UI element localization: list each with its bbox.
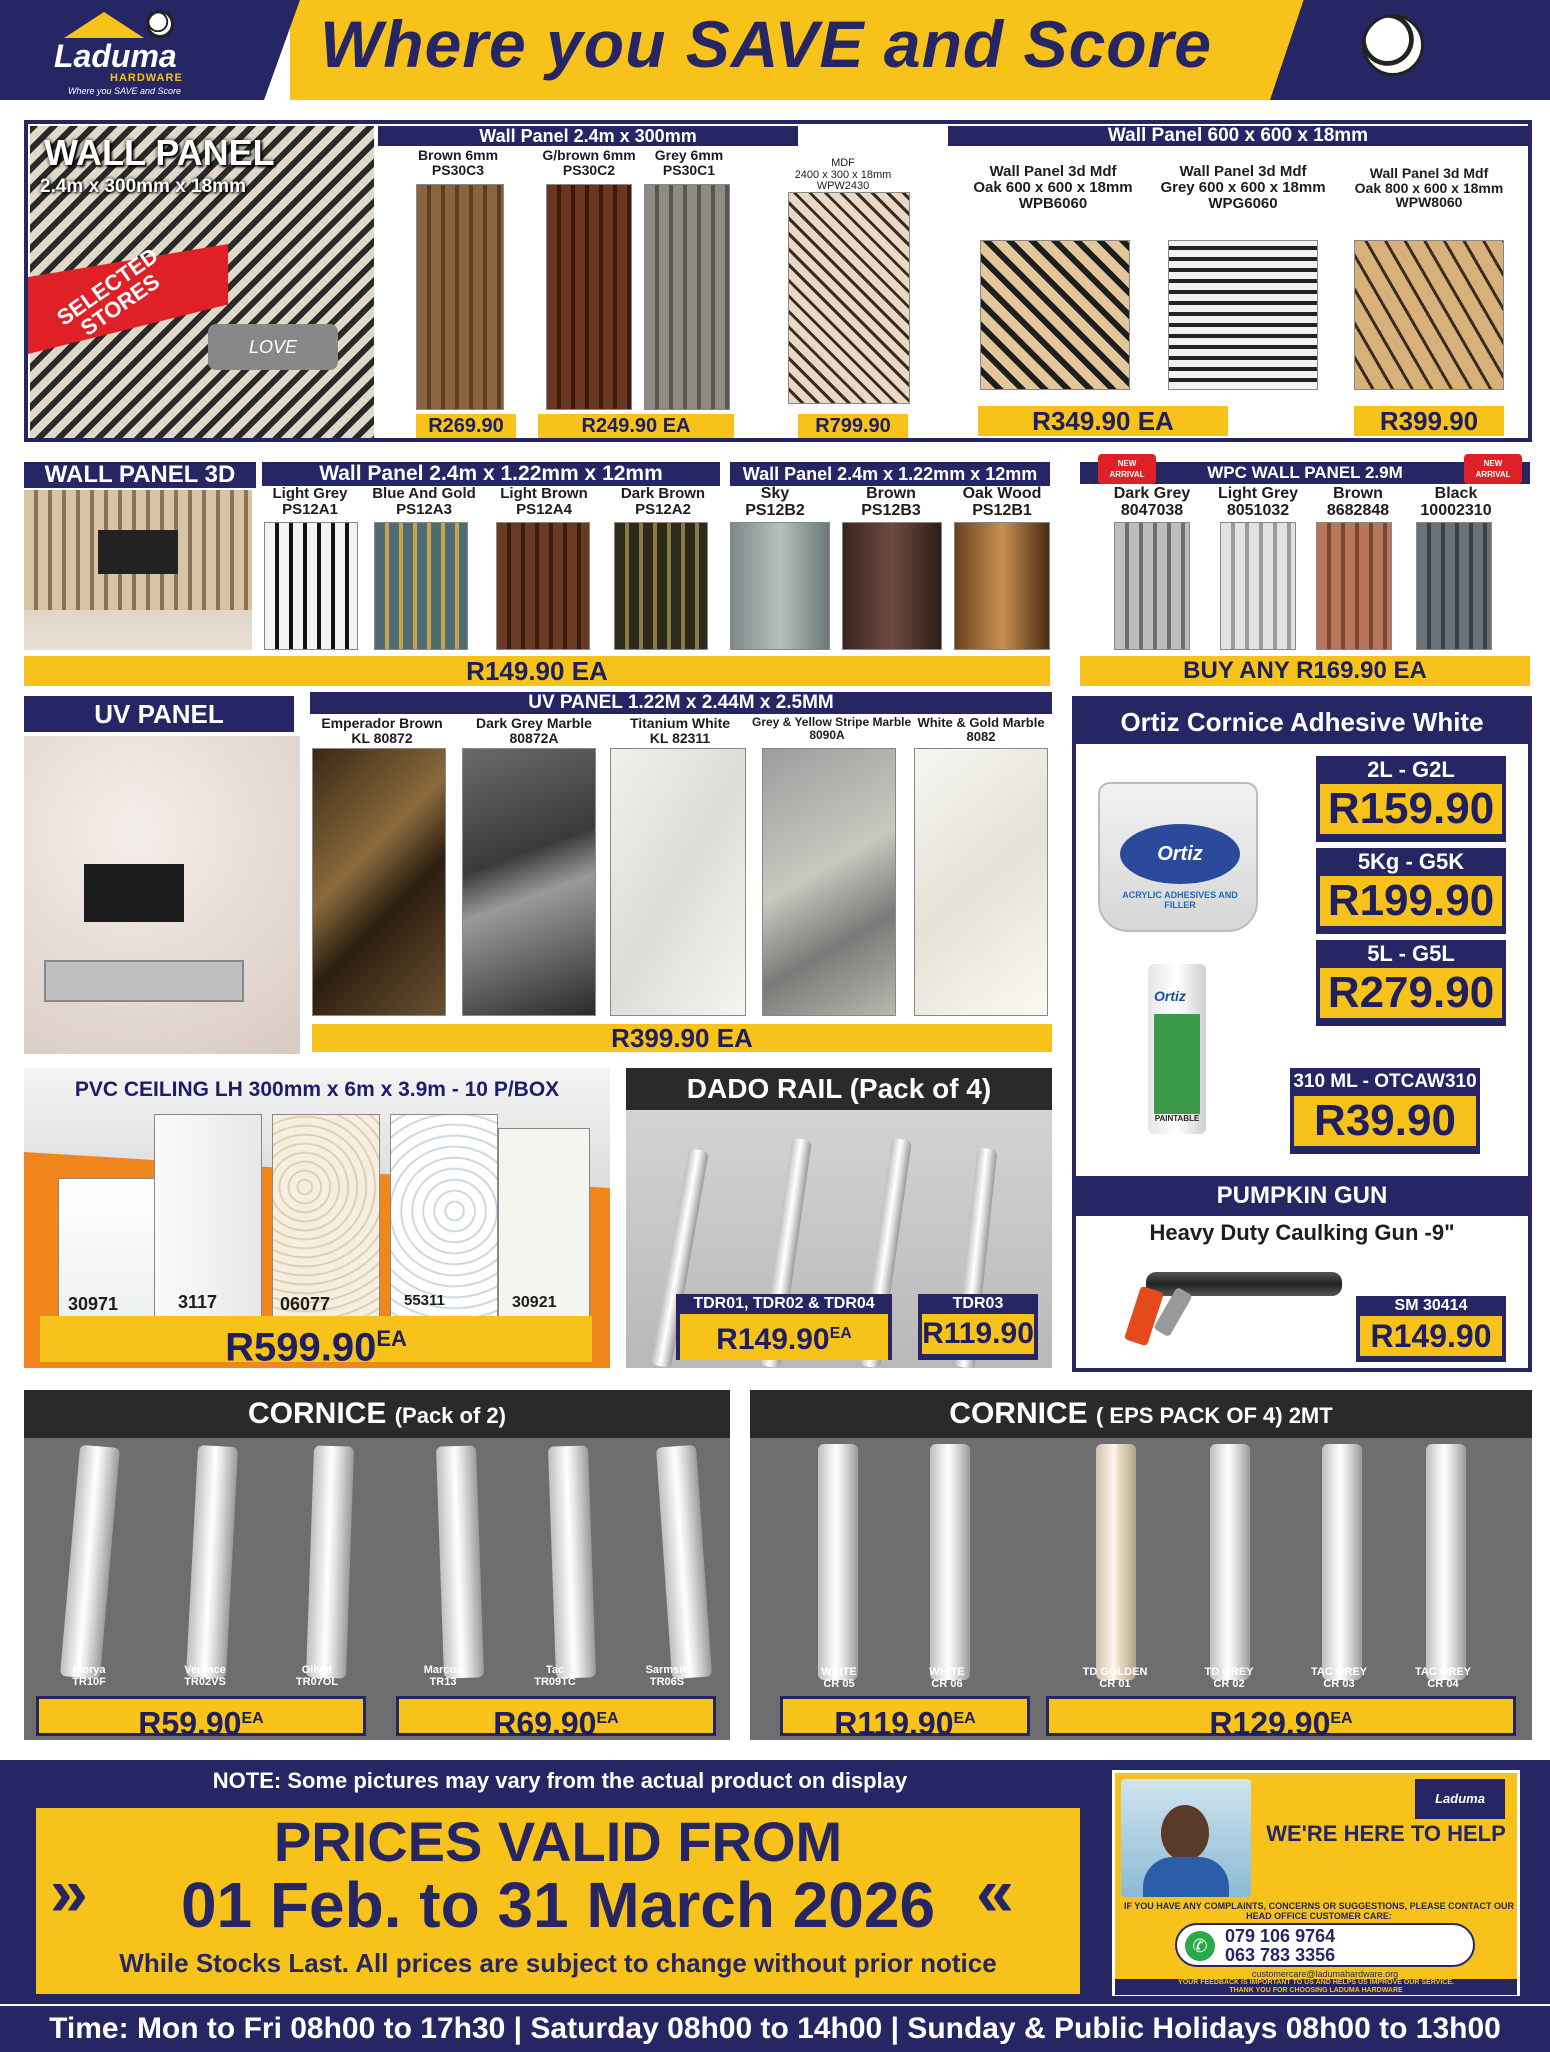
product-label: TD GOLDEN CR 01: [1082, 1666, 1148, 1691]
product-image: [496, 522, 590, 650]
product-image-grey: [644, 184, 730, 410]
pvc-ceiling-section: [24, 1068, 610, 1368]
house-icon: [64, 12, 144, 38]
brand-label: Ortiz: [1120, 824, 1240, 884]
price: $R129.90^{EA}$: [1046, 1696, 1516, 1736]
cornice-image: [1322, 1444, 1362, 1680]
product-label: Versace TR02VS: [184, 1664, 226, 1689]
wall-panel-3d-room-image: [24, 490, 252, 650]
price: R349.90 EA: [978, 406, 1228, 436]
group-heading: Wall Panel 2.4m x 300mm: [378, 126, 798, 146]
email[interactable]: customercare@ladumahardware.org: [1251, 1969, 1399, 1979]
cornice-image: [1096, 1444, 1136, 1680]
product-image: [312, 748, 446, 1016]
footer-note: NOTE: Some pictures may vary from the actual product on display: [212, 1768, 908, 1793]
product-label: Blue And Gold PS12A3: [372, 485, 476, 518]
cornice-image: [548, 1445, 596, 1678]
product-label: Dark Grey 8047038: [1113, 485, 1191, 519]
section-title: CORNICE ( EPS PACK OF 4) 2MT: [750, 1390, 1532, 1438]
price-box: SM 30414 R149.90: [1356, 1296, 1506, 1362]
footer: [0, 1760, 1550, 2004]
product-label: Dark Brown PS12A2: [620, 485, 706, 518]
cornice-image: [186, 1445, 238, 1679]
product-image: [842, 522, 942, 650]
logo-sub: HARDWARE: [110, 72, 183, 84]
product-label: Titanium White KL 82311: [629, 715, 731, 746]
price: $R59.90^{EA}$: [36, 1696, 366, 1736]
feedback-strip: YOUR FEEDBACK IS IMPORTANT TO US AND HELPS US IMPROVE OUR SERVICE. THANK YOU FOR CHOOSING LADUMA HARDWARE: [1115, 1979, 1517, 1995]
product-label: TD GREY CR 02: [1204, 1666, 1254, 1691]
product-label: Grey 6mm PS30C1: [654, 147, 724, 178]
product-image-gbrown: [546, 184, 632, 410]
product-label: TAC GREY CR 04: [1414, 1666, 1472, 1691]
price-box: TDR01, TDR02 & TDR04 $R149.90^{EA}$: [676, 1294, 892, 1360]
product-label: Olivet TR07OL: [295, 1664, 339, 1689]
cornice-image: [60, 1445, 120, 1680]
tube-text: PAINTABLE: [1154, 1114, 1200, 1123]
new-arrival-badge: NEW ARRIVAL: [1098, 454, 1156, 484]
product-image: [614, 522, 708, 650]
product-label: Dark Grey Marble 80872A: [476, 715, 592, 746]
product-image-grey-3d: [1168, 240, 1318, 390]
product-label: Light Grey 8051032: [1217, 485, 1298, 519]
product-label: Oak Wood PS12B1: [962, 485, 1042, 519]
phone-2[interactable]: 063 783 3356: [1225, 1945, 1336, 1965]
uv-panel-room-image: [24, 736, 300, 1054]
product-label: MDF 2400 x 300 x 18mm WPW2430: [794, 157, 892, 193]
tub-text: ACRYLIC ADHESIVES AND FILLER: [1122, 890, 1238, 910]
logo-tagline: Where you SAVE and Score: [68, 86, 182, 96]
price: R269.90: [416, 414, 516, 438]
section-title: PVC CEILING LH 300mm x 6m x 3.9m - 10 P/BOX: [74, 1078, 560, 1101]
wall-panel-section: [24, 120, 1532, 442]
group-heading: Wall Panel 2.4m x 1.22mm x 12mm: [730, 462, 1050, 486]
product-image: [730, 522, 830, 650]
cornice-pack-4-section: [750, 1390, 1532, 1740]
product-label: WHITE CR 06: [929, 1666, 965, 1691]
price-box: 5L - G5L R279.90: [1316, 940, 1506, 1026]
dado-rail-section: [626, 1068, 1052, 1368]
product-image-mdf: [788, 192, 910, 404]
section-title: PUMPKIN GUN: [1076, 1176, 1528, 1216]
section-title: DADO RAIL (Pack of 4): [626, 1068, 1052, 1110]
product-label: TAC GREY CR 03: [1310, 1666, 1368, 1691]
price: R149.90 EA: [24, 656, 1050, 686]
product-label: Sky PS12B2: [745, 485, 805, 519]
agent-head: [1161, 1805, 1209, 1861]
product-label: Wall Panel 3d Mdf Oak 600 x 600 x 18mm WPB6060: [973, 163, 1133, 212]
product-label: White & Gold Marble 8082: [917, 715, 1045, 744]
product-label: Florya TR10F: [72, 1664, 106, 1689]
ribbon-text: SELECTED STORES: [52, 242, 165, 341]
cornice-image: [436, 1445, 484, 1678]
product-image: [374, 522, 468, 650]
help-box: [1112, 1770, 1520, 1996]
section-title: WALL PANEL: [44, 132, 275, 173]
product-image: [1416, 522, 1492, 650]
section-subtitle: 2.4m x 300mm x 18mm: [40, 176, 246, 197]
section-title: Ortiz Cornice Adhesive White: [1076, 700, 1528, 744]
product-image-oak-800: [1354, 240, 1504, 390]
product-label: Grey & Yellow Stripe Marble 8090A: [752, 715, 912, 742]
product-label: Brown PS12B3: [861, 485, 921, 519]
stock-note: While Stocks Last. All prices are subject to change without prior notice: [119, 1948, 997, 1978]
price-box: 310 ML - OTCAW310 R39.90: [1290, 1068, 1480, 1154]
product-code: 55311: [404, 1292, 445, 1309]
price: $R119.90^{EA}$: [780, 1696, 1030, 1736]
product-code: 06077: [280, 1294, 331, 1314]
product-label: Light Grey PS12A1: [272, 485, 348, 518]
product-label: Tac TR09TC: [534, 1664, 576, 1689]
group-heading: WPC WALL PANEL 2.9M: [1080, 462, 1530, 484]
trading-hours: Time: Mon to Fri 08h00 to 17h30 | Saturday 08h00 to 14h00 | Sunday & Public Holidays 08h00 to 13h00: [0, 2006, 1550, 2052]
product-label: WHITE CR 05: [821, 1666, 857, 1691]
logo-name: Laduma: [54, 38, 177, 74]
tube-brand: Ortiz: [1154, 988, 1186, 1004]
product-image: [1316, 522, 1392, 650]
validity-line2: 01 Feb. to 31 March 2026: [180, 1869, 936, 1941]
adhesive-tub-image: [1098, 782, 1258, 932]
tv-unit: [44, 960, 244, 1002]
help-title: WE'RE HERE TO HELP: [1266, 1821, 1506, 1846]
product-label: Wall Panel 3d Mdf Grey 600 x 600 x 18mm WPG6060: [1160, 163, 1326, 212]
cornice-image: [818, 1444, 858, 1680]
product-description: Heavy Duty Caulking Gun -9": [1149, 1220, 1455, 1245]
product-label: Sarmsik TR06S: [645, 1664, 689, 1689]
gun-handle: [1124, 1286, 1164, 1347]
section-title: CORNICE (Pack of 2): [24, 1390, 730, 1438]
product-label: Emperador Brown KL 80872: [321, 715, 443, 746]
product-label: Brown 6mm PS30C3: [417, 147, 499, 178]
product-image: [914, 748, 1048, 1016]
logo[interactable]: [50, 8, 200, 94]
phone-1[interactable]: 079 106 9764: [1225, 1926, 1336, 1946]
product-image: [1220, 522, 1296, 650]
tv: [84, 864, 184, 922]
product-image-brown: [416, 184, 504, 410]
product-image: [462, 748, 596, 1016]
cornice-image: [1426, 1444, 1466, 1680]
price-box: TDR03 R119.90: [918, 1294, 1038, 1360]
price-box: 5Kg - G5K R199.90: [1316, 848, 1506, 934]
agent-image: [1121, 1779, 1251, 1897]
caulking-gun-image: [1106, 1262, 1346, 1346]
help-text: IF YOU HAVE ANY COMPLAINTS, CONCERNS OR SUGGESTIONS, PLEASE CONTACT OUR HEAD OFFICE CUSTOMER CARE:: [1123, 1901, 1515, 1921]
cornice-pack-2-section: [24, 1390, 730, 1740]
section-title: UV PANEL: [24, 696, 294, 732]
tube-label: [1154, 1014, 1200, 1114]
cornice-image: [930, 1444, 970, 1680]
football-icon: [146, 10, 174, 38]
group-heading: Wall Panel 2.4m x 1.22mm x 12mm: [262, 462, 720, 486]
product-image: [954, 522, 1050, 650]
product-code: 30921: [512, 1294, 557, 1311]
group-heading: Wall Panel 600 x 600 x 18mm: [948, 126, 1528, 146]
product-label: Marcus TR13: [423, 1664, 463, 1689]
ortiz-section: [1072, 696, 1532, 1372]
product-label: Wall Panel 3d Mdf Oak 800 x 600 x 18mm WPW8060: [1354, 165, 1504, 211]
football-icon: [1362, 14, 1424, 76]
price: $R69.90^{EA}$: [396, 1696, 716, 1736]
product-label: G/brown 6mm PS30C2: [542, 147, 636, 178]
chevron-left-icon: «: [976, 1854, 1014, 1930]
product-label: Brown 8682848: [1326, 485, 1390, 519]
cornice-image: [1210, 1444, 1250, 1680]
tv: [98, 530, 178, 574]
product-label: Black 10002310: [1420, 485, 1492, 519]
validity-line1: PRICES VALID FROM: [273, 1810, 843, 1873]
cornice-image: [656, 1445, 712, 1679]
price: R399.90 EA: [312, 1024, 1052, 1052]
help-logo: Laduma: [1415, 1779, 1505, 1819]
header: [0, 0, 1550, 100]
product-image: [1114, 522, 1190, 650]
validity-box: [36, 1808, 1080, 1994]
price-box: 2L - G2L R159.90: [1316, 756, 1506, 842]
product-code: 30971: [68, 1294, 119, 1314]
product-image: [762, 748, 896, 1016]
price: BUY ANY R169.90 EA: [1080, 656, 1530, 686]
page-title: Where you SAVE and Score: [320, 7, 1212, 81]
whatsapp-icon: ✆: [1185, 1931, 1215, 1961]
pillow: LOVE: [208, 324, 338, 370]
product-image-oak-3d: [980, 240, 1130, 390]
price: R249.90 EA: [538, 414, 734, 438]
agent-body: [1143, 1857, 1229, 1897]
price: R799.90: [798, 414, 908, 438]
phone-box[interactable]: [1175, 1923, 1475, 1967]
product-label: Light Brown PS12A4: [500, 485, 588, 518]
chevron-right-icon: »: [50, 1854, 88, 1930]
price: R399.90: [1354, 406, 1504, 436]
section-title: WALL PANEL 3D: [24, 462, 256, 488]
product-image: [264, 522, 358, 650]
adhesive-tube-image: [1148, 964, 1206, 1134]
price: $R599.90^{EA}$: [40, 1316, 592, 1362]
group-heading: UV PANEL 1.22M x 2.44M x 2.5MM: [310, 692, 1052, 714]
new-arrival-badge: NEW ARRIVAL: [1464, 454, 1522, 484]
cornice-image: [306, 1445, 354, 1678]
product-code: 3117: [178, 1292, 218, 1312]
product-image: [610, 748, 746, 1016]
